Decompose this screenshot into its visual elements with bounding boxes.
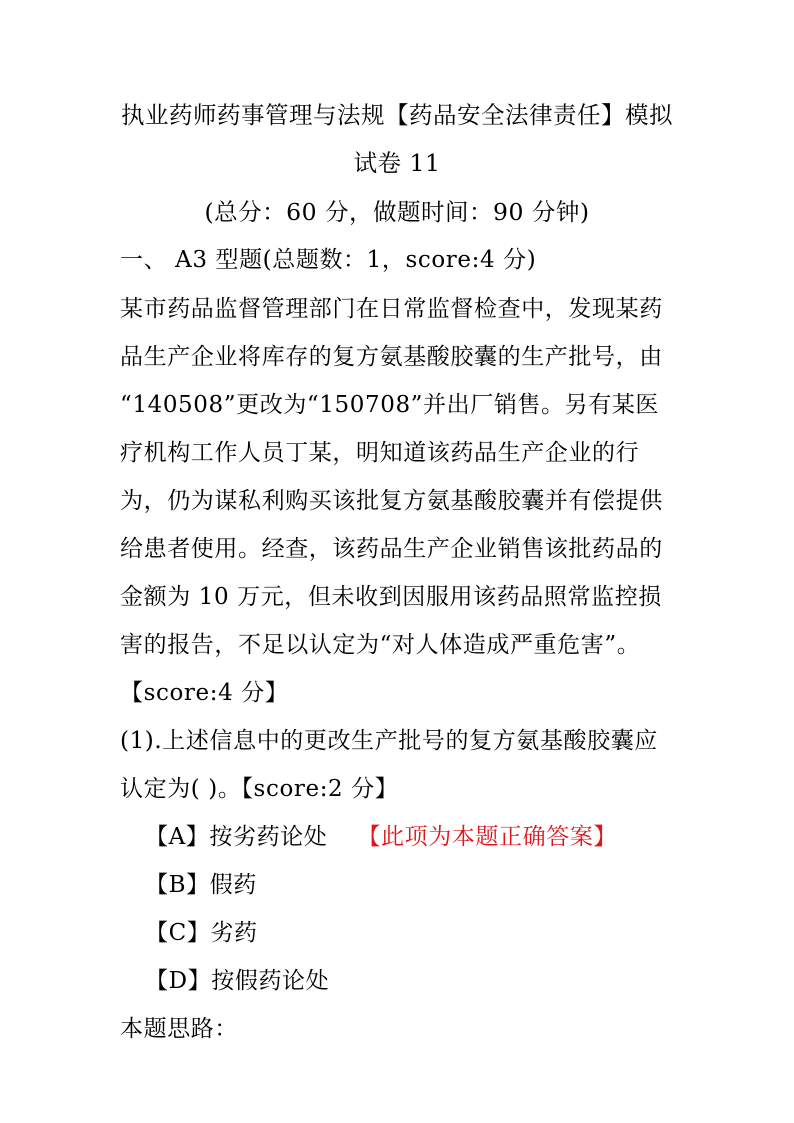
option-text: 【D】按假药论处: [145, 968, 330, 994]
option-d: [145, 962, 329, 995]
stem-line: 疗机构工作人员丁某，明知道该药品生产企业的行: [120, 440, 640, 466]
option-b: [145, 866, 257, 899]
stem-score: 【score:4 分】: [120, 680, 289, 706]
document-title-line-1: 执业药师药事管理与法规【药品安全法律责任】模拟: [121, 101, 673, 129]
stem-line: 为，仍为谋私利购买该批复方氨基酸胶囊并有偿提供: [120, 488, 663, 514]
option-text: 【A】按劣药论处: [145, 824, 328, 850]
stem-line: “140508”更改为“150708”并出厂销售。另有某医: [120, 392, 660, 418]
section-heading: 一、 A3 型题(总题数：1，score:4 分): [120, 247, 537, 273]
option-text: 【B】假药: [145, 872, 257, 898]
correct-answer-label: 【此项为本题正确答案】: [357, 824, 618, 850]
question-line: (1).上述信息中的更改生产批号的复方氨基酸胶囊应: [120, 728, 658, 754]
exam-meta: (总分：60 分，做题时间：90 分钟): [204, 198, 590, 226]
analysis-label: 本题思路：: [120, 1016, 238, 1042]
document-title-line-2: 试卷 11: [353, 149, 441, 177]
question-line: 认定为( )。【score:2 分】: [120, 776, 399, 802]
stem-line: 害的报告，不足以认定为“对人体造成严重危害”。: [120, 632, 641, 658]
stem-line: 品生产企业将库存的复方氨基酸胶囊的生产批号，由: [120, 344, 663, 370]
stem-line: 某市药品监督管理部门在日常监督检查中，发现某药: [120, 296, 663, 322]
option-a: [145, 818, 617, 851]
stem-line: 金额为 10 万元，但未收到因服用该药品照常监控损: [120, 584, 662, 610]
stem-line: 给患者使用。经查，该药品生产企业销售该批药品的: [120, 536, 663, 562]
option-text: 【C】劣药: [145, 920, 258, 946]
option-c: [145, 914, 258, 947]
